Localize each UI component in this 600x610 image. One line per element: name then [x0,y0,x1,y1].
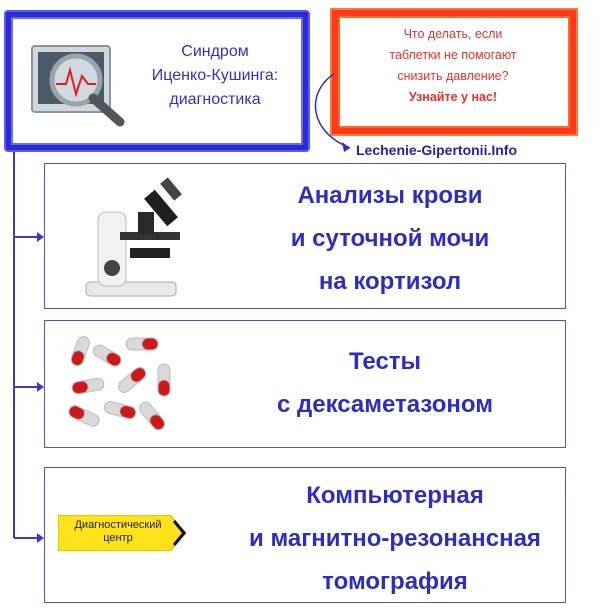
magnifier-monitor-icon [30,42,140,132]
card-3-text [205,474,585,603]
promo-line-3: снизить давление? [397,69,509,83]
card-1-text [230,174,550,303]
card-1-line-2: и суточной мочи [290,225,490,252]
microscope-icon [78,172,198,300]
card-2-text [240,340,530,426]
card-2-line-1: Тесты [348,348,422,375]
promo-line-2: таблетки не помогают [389,48,517,62]
connector-arrow-1 [14,236,38,238]
promo-line-1: Что делать, если [403,27,503,41]
card-3-line-1: Компьютерная [306,482,484,509]
connector-line [13,140,15,538]
site-link[interactable]: Lechenie-Gipertonii.Info [356,142,518,158]
card-1-line-1: Анализы крови [297,182,483,209]
card-3-line-3: томография [322,568,468,595]
connector-arrow-3 [14,537,38,539]
connector-arrow-2 [14,386,38,388]
title-line-2: Иценко-Кушинга: [151,67,279,84]
card-2-line-2: с дексаметазоном [276,391,494,418]
card-1-line-3: на кортизол [318,268,462,295]
curved-arrow-icon [300,70,360,160]
title-line-1: Синдром [181,43,249,60]
tag-line-1: Диагностический [74,519,162,531]
page-title [140,40,290,112]
tag-line-2: центр [103,532,133,544]
tag-text [62,519,174,545]
promo-line-4: Узнайте у нас! [408,90,498,104]
pills-icon [64,330,184,440]
title-line-3: диагностика [169,91,261,108]
card-3-line-2: и магнитно-резонансная [249,525,541,552]
promo-text[interactable] [348,24,558,108]
